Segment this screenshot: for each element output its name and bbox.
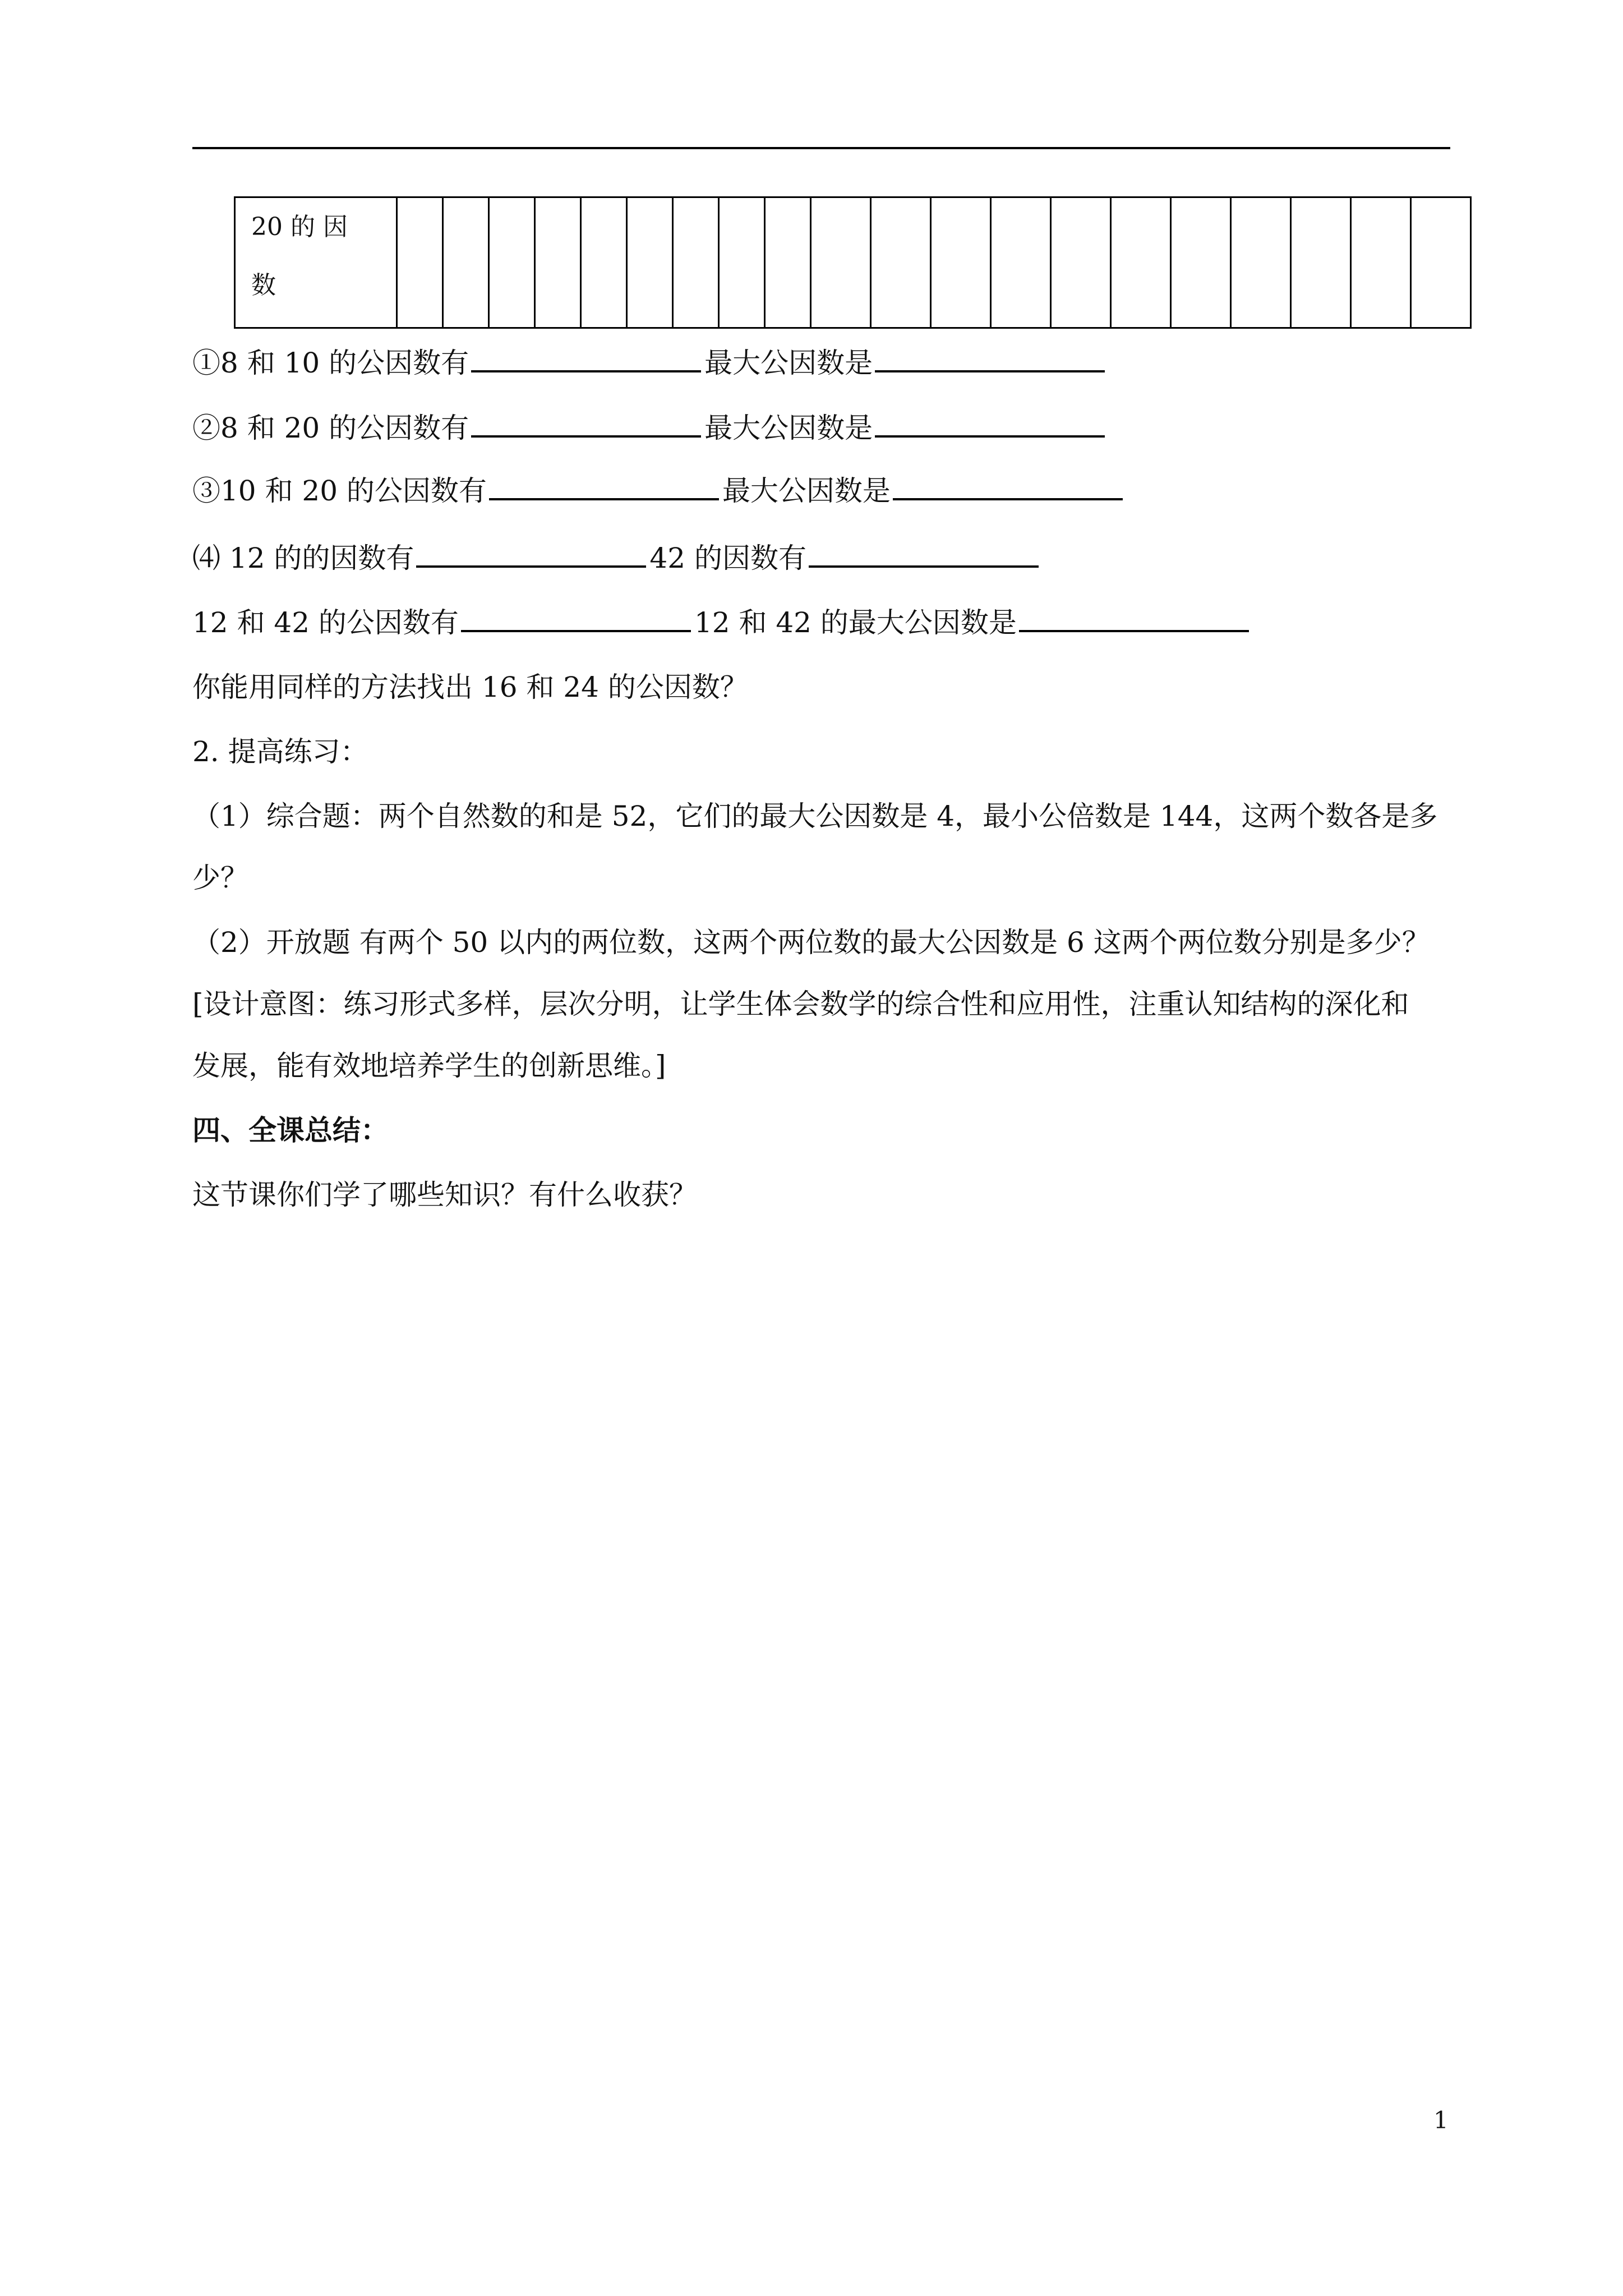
prompt-common-factors: ①8 和 10 的公因数有 [192, 347, 469, 379]
blank-cell[interactable] [991, 197, 1051, 328]
table-row [235, 197, 1471, 328]
question-12-42-factors [192, 539, 1042, 578]
question-12-42-common [192, 603, 1252, 642]
prompt-common-factors: ③10 和 20 的公因数有 [192, 475, 487, 507]
summary-question: 这节课你们学了哪些知识？有什么收获？ [192, 1179, 697, 1211]
prompt-common-factors: 12 和 42 的公因数有 [192, 606, 459, 639]
prompt-factors-42: 42 的因数有 [649, 542, 806, 574]
section-summary-heading: 四、全课总结： [192, 1114, 389, 1147]
blank-cell[interactable] [489, 197, 535, 328]
blank-cell[interactable] [1291, 197, 1351, 328]
design-intent-line1: [设计意图：练习形式多样，层次分明，让学生体会数学的综合性和应用性，注重认知结构的深化和 [192, 988, 1409, 1020]
blank-cell[interactable] [1051, 197, 1111, 328]
answer-blank[interactable] [489, 473, 719, 500]
prompt-gcd: 最大公因数是 [704, 412, 873, 444]
table-row-label [235, 197, 397, 328]
answer-blank[interactable] [471, 346, 701, 372]
blank-cell[interactable] [535, 197, 581, 328]
blank-cell[interactable] [1351, 197, 1411, 328]
exercise-comprehensive-line1: （1）综合题：两个自然数的和是 52，它们的最大公因数是 4，最小公倍数是 144，这两个数各是多 [192, 800, 1438, 832]
design-intent-line2: 发展，能有效地培养学生的创新思维。] [192, 1050, 666, 1082]
blank-cell[interactable] [811, 197, 871, 328]
answer-blank[interactable] [416, 541, 646, 568]
answer-blank[interactable] [893, 473, 1123, 500]
blank-cell[interactable] [931, 197, 991, 328]
prompt-factors-12: ⑷ 12 的的因数有 [192, 542, 414, 574]
prompt-common-factors: ②8 和 20 的公因数有 [192, 412, 469, 444]
answer-blank[interactable] [461, 605, 691, 632]
prompt-gcd: 12 和 42 的最大公因数是 [694, 606, 1017, 639]
prompt-gcd: 最大公因数是 [722, 475, 891, 507]
answer-blank[interactable] [875, 411, 1105, 438]
row-label-line1: 20 的 因 [251, 213, 348, 241]
answer-blank[interactable] [809, 541, 1039, 568]
blank-cell[interactable] [1411, 197, 1471, 328]
page-number: 1 [1433, 2106, 1449, 2134]
question-8-10 [192, 343, 1108, 383]
blank-cell[interactable] [719, 197, 765, 328]
answer-blank[interactable] [471, 411, 701, 438]
answer-blank[interactable] [875, 346, 1105, 372]
section-improvement-exercise: 2. 提高练习： [192, 735, 368, 768]
blank-cell[interactable] [627, 197, 673, 328]
blank-cell[interactable] [1171, 197, 1231, 328]
exercise-open: （2）开放题 有两个 50 以内的两位数，这两个两位数的最大公因数是 6 这两个两位数分别是多少？ [192, 926, 1430, 959]
blank-cell[interactable] [581, 197, 627, 328]
blank-cell[interactable] [1231, 197, 1291, 328]
blank-cell[interactable] [397, 197, 443, 328]
question-8-20 [192, 408, 1108, 448]
blank-cell[interactable] [443, 197, 489, 328]
question-16-24: 你能用同样的方法找出 16 和 24 的公因数？ [192, 671, 748, 703]
blank-cell[interactable] [1111, 197, 1171, 328]
factors-of-20-table [234, 196, 1472, 329]
header-rule [192, 147, 1450, 149]
prompt-gcd: 最大公因数是 [704, 347, 873, 379]
exercise-comprehensive-line2: 少？ [192, 862, 248, 894]
row-label-line2: 数 [251, 271, 276, 300]
answer-blank[interactable] [1019, 605, 1249, 632]
question-10-20 [192, 471, 1126, 510]
blank-cell[interactable] [765, 197, 811, 328]
blank-cell[interactable] [871, 197, 931, 328]
blank-cell[interactable] [673, 197, 719, 328]
